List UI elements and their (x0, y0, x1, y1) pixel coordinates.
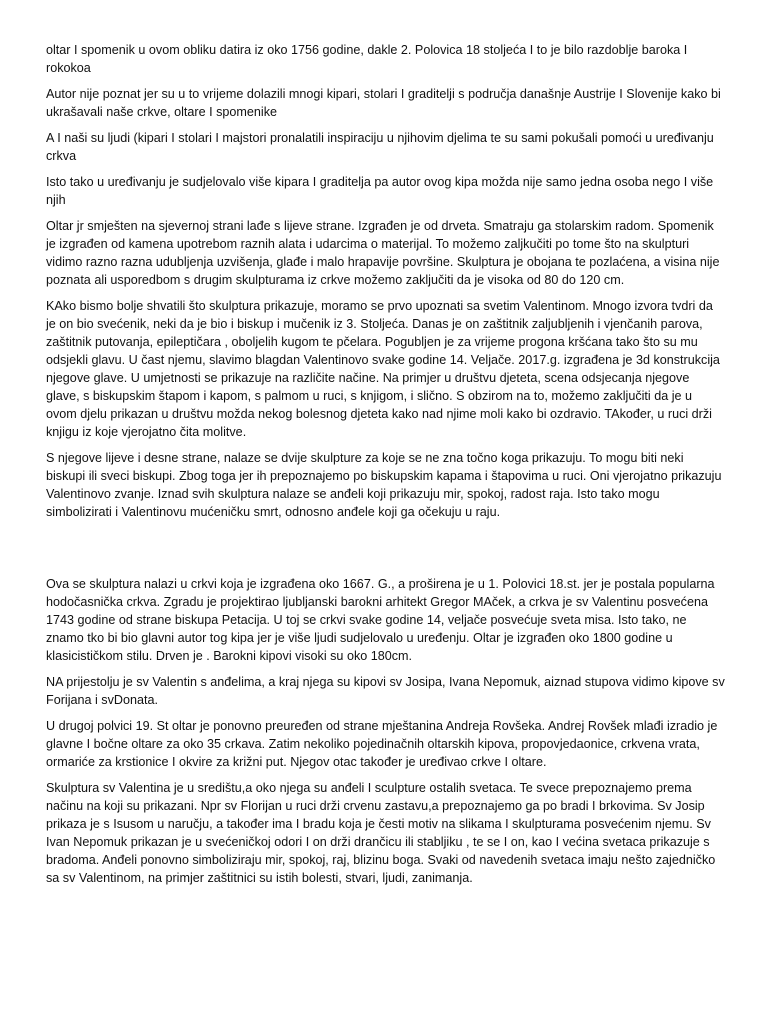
section-church-description (46, 575, 726, 887)
paragraph: Skulptura sv Valentina je u središtu,a oko njega su anđeli I sculpture ostalih svetaca. Te svece prepoznajemo prema načinu na koji su prikazani. Npr sv Florijan u ruci drži crvenu zastavu,a prepoznajemo ga po bradi I brkovima. Sv Josip prikaza je s Isusom u naručju, a također ima I bradu koja je česti motiv na slikama I skulpturama posvećenim njemu. Sv Ivan Nepomuk prikazan je u svećeničkoj odori I on drži drančicu ili stabljiku , te se I on, kao I većina svetaca prikazuje s bradoma. Anđeli ponovno simboliziraju mir, spokoj, raj, blizinu boga. Svaki od navedenih svetaca imaju nešto zajedničko sa sv Valentinom, na primjer zaštitnici su istih bolesti, stvari, ljudi, zanimanja. (46, 781, 716, 885)
paragraph: NA prijestolju je sv Valentin s anđelima, a kraj njega su kipovi sv Josipa, Ivana Nepomuk, aiznad stupova vidimo kipove sv Forijana i svDonata. (46, 675, 725, 707)
paragraph: Autor nije poznat jer su u to vrijeme dolazili mnogi kipari, stolari I graditelji s područja današnje Austrije I Slovenije kako bi ukrašavali naše crkve, oltare I spomenike (46, 87, 721, 119)
paragraph: oltar I spomenik u ovom obliku datira iz oko 1756 godine, dakle 2. Polovica 18 stoljeća I to je bilo razdoblje baroka I rokokoa (46, 43, 688, 75)
paragraph: U drugoj polvici 19. St oltar je ponovno preuređen od strane mještanina Andreja Rovšeka. Andrej Rovšek mlađi izradio je glavne I bočne oltare za oko 35 crkava. Zatim nekoliko pojedinačnih oltarskih kipova, propovjedaonice, crkvena vrata, ormariće za krstionice I okvire za križni put. Njegov otac također je uređivao crkve I oltare. (46, 719, 718, 769)
paragraph: Ova se skulptura nalazi u crkvi koja je izgrađena oko 1667. G., a proširena je u 1. Polovici 18.st. jer je postala popularna hodočasnička crkva. Zgradu je projektirao ljubljanski barokni arhitekt Gregor MAček, a crkva je sv Valentinu posvećena 1743 godine od strane biskupa Petacija. U toj se crkvi svake godine 14, veljače posvećuje sveta misa. Isto tako, ne znamo tko bi bio glavni autor tog kipa jer je više ljudi sudjelovalo u uređenju. Oltar je izgrađen oko 1800 godine u klasicističkom stilu. Drven je . Barokni kipovi visoki su oko 180cm. (46, 577, 715, 663)
section-spacer (46, 529, 726, 575)
paragraph: S njegove lijeve i desne strane, nalaze se dvije skulpture za koje se ne zna točno koga prikazuju. To mogu biti neki biskupi ili sveci biskupi. Zbog toga jer ih prepoznajemo po biskupskim kapama i štapovima u ruci. Oni vjerojatno prikazuju Valentinovo zvanje. Iznad svih skulptura nalaze se anđeli koji prikazuju mir, spokoj, radost raja. Isto tako mogu simbolizirati i Valentinovu mućeničku smrt, odnosno anđele koji ga očekuju u raju. (46, 451, 722, 519)
document-page (46, 41, 726, 895)
paragraph: A I naši su ljudi (kipari I stolari I majstori pronalatili inspiraciju u njihovim djelima te su sami pokušali pomoći u uređivanju crkva (46, 131, 714, 163)
paragraph: Isto tako u uređivanju je sudjelovalo više kipara I graditelja pa autor ovog kipa možda nije samo jedna osoba nego I više njih (46, 175, 714, 207)
paragraph: Oltar jr smješten na sjevernoj strani lađe s lijeve strane. Izgrađen je od drveta. Smatraju ga stolarskim radom. Spomenik je izgrađen od kamena upotrebom raznih alata i udarcima o materijal. To možemo zaljkučiti po tome što na skulpturi vidimo razno razna udubljenja uzvišenja, glađe i malo hrapavije površine. Skulptura je obojana te pozlaćena, a visina nije poznata ali usporedbom s drugim skulpturama iz crkve možemo zaključiti da je visoka od 80 do 120 cm. (46, 219, 720, 287)
paragraph: KAko bismo bolje shvatili što skulptura prikazuje, moramo se prvo upoznati sa svetim Valentinom. Mnogo izvora tvdri da je on bio svećenik, neki da je bio i biskup i mučenik iz 3. Stoljeća. Danas je on zaštitnik zaljubljenih i vjenčanih parova, zaštitnik putovanja, epileptičara , oboljelih kugom te pčelara. Pogubljen je za vrijeme progona kršćana tako što su mu odsjekli glavu. U čast njemu, slavimo blagdan Valentinovo svake godine 14. Veljače. 2017.g. izgrađena je 3d konstrukcija njegove glave. U umjetnosti se prikazuje na različite načine. Na primjer u društvu djeteta, scena odsjecanja njegove glave, s biskupskim štapom i kapom, s palmom u ruci, s knjigom, i slično. S obzirom na to, možemo zaključiti da je u ovom djelu prikazan u društvu možda nekog bolesnog djeteta kako nad njime moli kako bi ozdravio. TAkođer, u ruci drži knjigu iz koje vjerojatno čita molitve. (46, 299, 720, 439)
section-altar-description (46, 41, 726, 521)
